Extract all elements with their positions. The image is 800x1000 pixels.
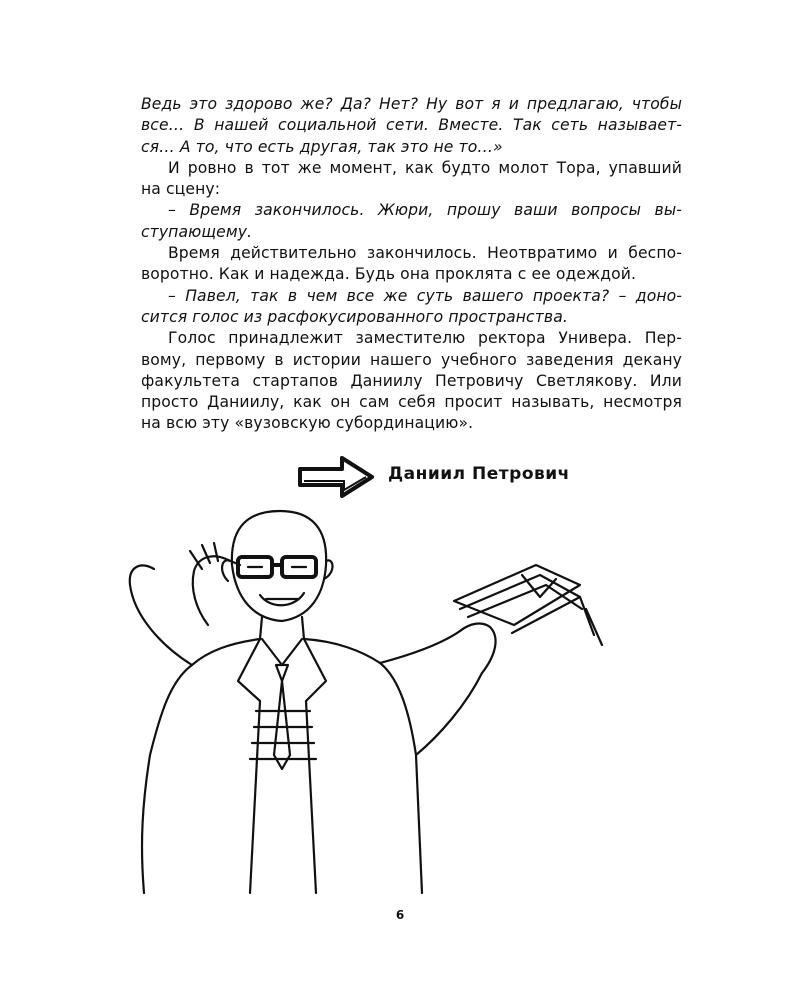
- text-line: Голос принадлежит заместителю ректора Универа. Пер-: [168, 329, 682, 348]
- text-line: ся… А то, что есть другая, так это не то…»: [141, 137, 503, 156]
- arrow-right-icon: [296, 454, 376, 500]
- text-line: – Время закончилось. Жюри, прошу ваши вопросы вы-: [168, 201, 682, 220]
- text-line: просто Даниилу, как он сам себя просит называть, несмотря: [141, 393, 682, 412]
- man-portrait-illustration: [110, 505, 610, 895]
- text-line: на всю эту «вузовскую субординацию».: [141, 414, 474, 433]
- paragraph: [141, 158, 682, 201]
- paragraph: [141, 328, 682, 434]
- text-line: сится голос из расфокусированного пространства.: [141, 307, 568, 326]
- text-line: вому, первому в истории нашего учебного заведения декану: [141, 350, 682, 369]
- paragraph: [141, 200, 682, 243]
- text-line: ступающему.: [141, 222, 253, 241]
- text-line: на сцену:: [141, 180, 221, 199]
- body-text: [141, 94, 682, 435]
- paragraph: [141, 94, 682, 158]
- text-line: – Павел, так в чем все же суть вашего проекта? – доно-: [168, 286, 682, 305]
- text-line: факультета стартапов Даниилу Петровичу Светлякову. Или: [141, 371, 682, 390]
- text-line: все… В нашей социальной сети. Вместе. Так сеть называет-: [141, 116, 682, 135]
- page-number: 6: [395, 908, 405, 922]
- text-line: И ровно в тот же момент, как будто молот Тора, упавший: [168, 158, 682, 177]
- text-line: Время действительно закончилось. Неотвратимо и беспо-: [168, 244, 682, 263]
- text-line: Ведь это здорово же? Да? Нет? Ну вот я и предлагаю, чтобы: [141, 95, 682, 113]
- text-line: воротно. Как и надежда. Будь она проклята с ее одеждой.: [141, 265, 637, 284]
- paragraph: [141, 243, 682, 286]
- character-name: Даниил Петрович: [388, 464, 570, 484]
- paragraph: [141, 286, 682, 329]
